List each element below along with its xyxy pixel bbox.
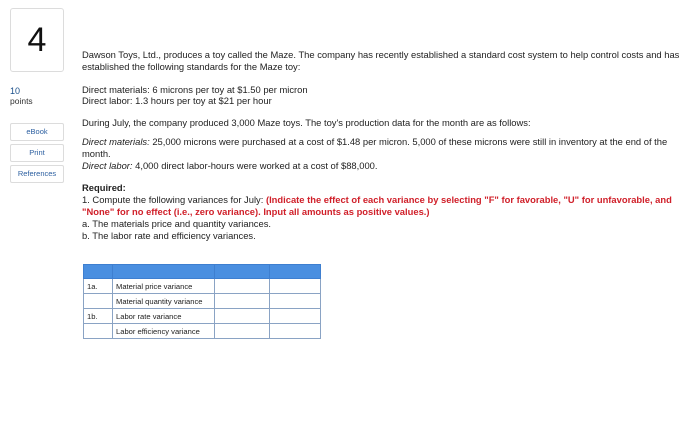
- table-header: [84, 265, 321, 279]
- row-part: [84, 294, 113, 309]
- labor-efficiency-effect-select[interactable]: [270, 324, 321, 339]
- problem-content: [82, 49, 694, 241]
- labor-efficiency-amount-input[interactable]: [215, 324, 270, 339]
- question-number: 4: [10, 8, 64, 72]
- actual-materials-label: Direct materials:: [82, 135, 150, 147]
- actual-labor-label: Direct labor:: [82, 159, 133, 171]
- variance-table: [83, 264, 321, 339]
- material-quantity-effect-select[interactable]: [270, 294, 321, 309]
- required-instruction: (Indicate the effect of each variance by selecting "F" for favorable, "U" for unfavorable, and "None" for no effect (i.e., zero variance). Input all amounts as positive values.): [82, 194, 672, 217]
- row-part: [84, 324, 113, 339]
- problem-intro: Dawson Toys, Ltd., produces a toy called the Maze. The company has recently established a standard cost system to help control costs and has established the following standards for the Maze toy:: [82, 49, 680, 72]
- print-button[interactable]: Print: [10, 144, 64, 162]
- actual-labor-text: 4,000 direct labor-hours were worked at a cost of $88,000.: [132, 159, 378, 171]
- required-item-b: b. The labor rate and efficiency variances.: [82, 229, 256, 241]
- required-title: Required:: [82, 182, 126, 194]
- standard-materials: Direct materials: 6 microns per toy at $1.50 per micron: [82, 83, 308, 95]
- actual-materials: [82, 136, 694, 160]
- row-label: Material price variance: [113, 279, 215, 294]
- row-label: Labor rate variance: [113, 309, 215, 324]
- points-label: points: [10, 96, 33, 106]
- row-label: Material quantity variance: [113, 294, 215, 309]
- july-production: During July, the company produced 3,000 Maze toys. The toy's production data for the month are as follows:: [82, 117, 531, 129]
- table-row: [84, 324, 321, 339]
- ebook-button[interactable]: eBook: [10, 123, 64, 141]
- labor-rate-effect-select[interactable]: [270, 309, 321, 324]
- material-quantity-amount-input[interactable]: [215, 294, 270, 309]
- labor-rate-amount-input[interactable]: [215, 309, 270, 324]
- actual-materials-text: 25,000 microns were purchased at a cost of $1.48 per micron. 5,000 of these microns were still in inventory at the end of the month.: [82, 135, 668, 159]
- table-row: [84, 279, 321, 294]
- points-info: [10, 86, 33, 106]
- points-value: 10: [10, 86, 21, 96]
- material-price-amount-input[interactable]: [215, 279, 270, 294]
- table-row: [84, 294, 321, 309]
- material-price-effect-select[interactable]: [270, 279, 321, 294]
- row-part: 1b.: [84, 309, 113, 324]
- required-item-1-prefix: 1. Compute the following variances for July:: [82, 194, 266, 206]
- required-item-1: [82, 194, 694, 218]
- required-item-a: a. The materials price and quantity variances.: [82, 217, 271, 229]
- row-label: Labor efficiency variance: [113, 324, 215, 339]
- actual-labor: [82, 160, 694, 172]
- references-button[interactable]: References: [10, 165, 64, 183]
- row-part: 1a.: [84, 279, 113, 294]
- standard-labor: Direct labor: 1.3 hours per toy at $21 per hour: [82, 95, 272, 107]
- table-row: [84, 309, 321, 324]
- resource-buttons: [10, 123, 64, 186]
